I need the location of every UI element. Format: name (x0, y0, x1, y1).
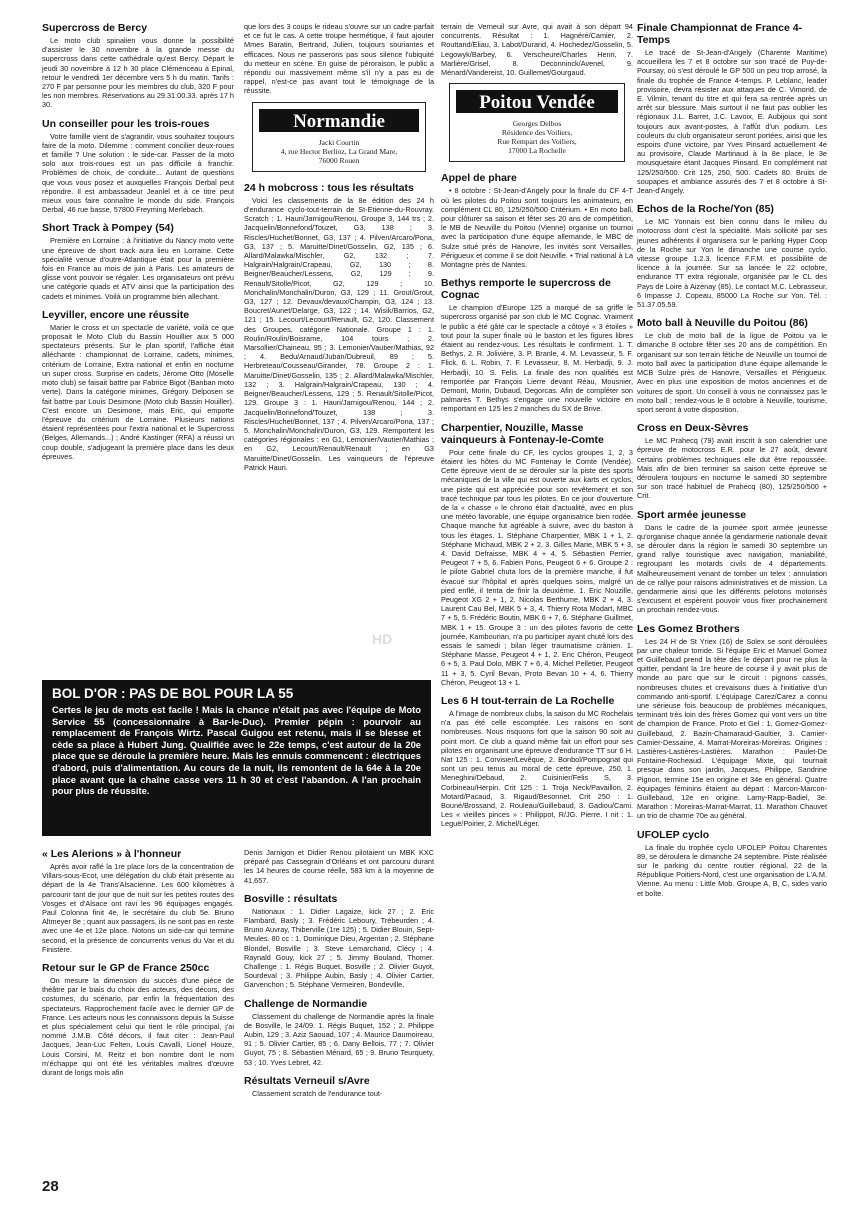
article-body: Voici les classements de la 8e édition des 24 h d'endurance cyclo-tout-terrain de St-Etienne-du-Rouvray. Scratch : 1. Hauri/Jarnigou/Renou, Groupe 3, 144 trs ; 2. Jacquelin/Bonnefond/Touzet, G3, 138 ; 3. Riscles/Huchet/Bonnet, G3, 137 ; 4. Pilven/Arcaro/Pona, G3, 137 ; 5. Maruitte/Dinet/Gosselin, G2, 135 ; 6. Allard/Malawka/Mischler, G2, 132 ; 7. Halgrain/Halgrain/Crapeau, G2, 130 ; 8. Beigner/Beaucher/Lessens, G2, 129 ; 9. Renault/Sitolle/Picot, G2, 129 ; 10. Monchalin/Monchalin/Duron, G3, 129 ; 11. Grout/Grout, G3, 127 ; 12. Devaux/devaux/Champin, G3, 124 ; 13. Boucret/Aunet/Delarge, G3, 122 ; 14. Wisik/Barrios, G2, 121 ; 15. Lecourt/Lecourt/Renault, G2, 120. Classement des Groupes, catégorie Nationale. Groupe 1 : 1. Roulin/Roulin/Boisrame, 104 tours ; 2. Marsollier/Chaineau, 95 ; 3. Lemonier/Vautier/Mathias, 92 ; 4. Bedu/Arnaud/Juban/Dubreuil, 89 ; 5. Herbreteau/Cousseau/Girander, 78. Groupe 2 : 1. Maruitte/Dinet/Gosselin, 135 ; 2. Allard/Malawka/Mischler, 132 ; 3. Halgrain/Halgrain/Crapeau, 130 ; 4. Beigner/Beaucher/Lessens, 129 ; 5. Renault/Sitolle/Picot, 129. Groupe 3 : 1. Hauri/Jarnigou/Renou, 144 ; 2. Jacquelin/Bonnefond/Touzet, 138 ; 3. Riscles/Huchet/Bonnet, 137 ; 4. Pilven/Arcaro/Pona, 137 ; 5. Monchalin/Monchalin/Duron, G3, 129. Remportent les catégories régionales : en G1, Lemonier/Vautier/Mathias ; en G2, Lecourt/Renault/Renault ; en G3 Maruitte/Dinet/Gosselin. Les vainqueurs de l'épreuve Patrick Hauri. (244, 195, 434, 472)
article (42, 962, 234, 1077)
article (42, 848, 234, 954)
region-address (450, 119, 624, 161)
article-title: Challenge de Normandie (244, 997, 368, 1010)
contact-street-2: Rue Rempart des Voiliers, (497, 137, 577, 147)
article-title: Résultats Verneuil s/Avre (244, 1074, 370, 1087)
article-body: Marier le cross et un spectacle de variété, voilà ce que proposait le Moto Club du Bassin Houillier aux 5 000 spectateurs présents. Sur le plan sportif, l'affiche était alléchante : championnat de Lorraine, cadets, minimes, critérium de Lorraine, Extra national et enfin en nocturne un super cross. Surprise en cadets, Jérome Otto (Moselle moto club) se faisait battre par Fabrice Bigot (Banban moto verte). Dans la catégorie minimes, Grégory Delposen se fait battre par Louis Desimone (Moto club Bassin Houiller). C'est encore un Desimone, mais Eric, qui emporte l'épreuve du critérium de Lorraine. Plusieurs nations étaient représentées pour l'extra national et le Supercross (Belges, Allemands...) ; André Kastinger (RFA) a réussi un coup double, s'adjugeant la première place dans les deux épreuves. (42, 322, 234, 461)
lower-column-1 (42, 848, 234, 1085)
article (441, 172, 633, 269)
region-title: Poitou Vendée (456, 90, 618, 113)
article-body: Votre famille vient de s'agrandir, vous souhaitez toujours faire de la moto. Dilemme : comment concilier deux-roues et famille ? Une solution : le side-car. Passer de la moto solo aux trois-roues est un pas difficile à franchir. Problèmes de choix, de conduite... Autant de questions que vous vous posez et auxquelles François Derbal peut répondre. Il est ambassadeur Jeanlel et à ce titre peut mieux vous faire connaître le monde du side. François Derbal, 46 rue basse, 57800 Freyming Merlebach. (42, 131, 234, 215)
column-2 (244, 22, 434, 480)
article-body: On mesure la dimension du succès d'une pièce de théâtre par le biais du choix des acteurs, des décors, des costumes, du scénario, par enfin la fréquentation des spectateurs. Rapprochement facile avec le dernier GP de France. Les acteurs nous les connaissons depuis la Suisse et plus spécialement celui qui tient le rôle principal, j'ai nommé J.M.B. Côté décors, il faut citer : Jean-Paul Jacques, Jean-Luc Felten, Louis Cavalli, Lionel Houze, Louis Corsini, M. Reitz et bon nombre dont le nom m'échappe qui ont été les véritables maîtres d'œuvre durant de longs mois afin (42, 976, 234, 1078)
region-box-poitou (449, 83, 625, 162)
contact-name: Jacki Courtin (318, 137, 360, 147)
article (637, 22, 827, 195)
article-title: Retour sur le GP de France 250cc (42, 962, 210, 975)
article-title: Appel de phare (441, 172, 517, 185)
article-continuation: terrain de Verneuil sur Avre, qui avait à son départ 94 concurrents. Résultat : 1. Hagnéré/Camier, 2. Routtand/Eliau, 3. Labot/Durand, 4. Hochedez/Gosselin, 5. Legowyk/Barbey, 6. Verscheure/Charles Henri, 7. Marlière/Grisel, 8. Deconninck/Avenel, 9. Ménard/Vandereist, 10. Guillemet/Gourgaud. (441, 22, 633, 78)
contact-city: 17000 La Rochelle (508, 146, 566, 156)
highlight-body: Certes le jeu de mots est facile ! Mais la chance n'était pas avec l'équipe de Moto Service 55 (concessionnaire à Bar-le-Duc). Premier pépin : pourvoir au remplacement de François Wirtz. Pascal Guigou est retenu, mais il se blesse et cède sa place à Hubert Jung. Qualifiée avec le 22e temps, c'est autour de la 20e place que se déroule la première heure. Mais les ennuis commencent : électriques d'abord, puis d'alimentation. Au cours de la nuit, ils remontent de la 64e à la 20e place avant que la chaîne casse vers 11 h 30 et c'est l'abandon. A l'an prochain pour plus de réussite. (52, 704, 421, 797)
article (244, 848, 434, 885)
article-body: A l'image de nombreux clubs, la saison du MC Rochelais n'a pas été celle escomptée. Les raisons en sont nombreuses. Nous risquons fort que la saison 90 soit au point mort. Ce club a quand même fait un effort pour ses pilotes en organisant une épreuve d'endurance TT sur 6 H. Nat 125 : 1. Corvisier/Levêque, 2. Bonbol/Pompognat qui sont un peu tenus au moral de cette épreuve, 250. 1. Meneghini/Debaud, 2. Cuisinier/Felis S, 3. Corbineau/Herpin. Crit 125 : 1. Troja Neck/Pavaillon, 2. Motard/Pacaud, 3. Rigaud/Besonnet. Crit 250 : 1. Bouné/Brossand, 2. Rouleau/Guillebaud, 3. Gadiou/Cami. Les « vieilles pinces » : Philippot, R/JG. Pierre. I nit : 1. Leguë/Poirier, 2. Michel/Léger. (441, 708, 633, 829)
article (637, 203, 827, 309)
article-title: Bethys remporte le supercross de Cognac (441, 277, 611, 302)
article-body: Classement scratch de l'endurance tout- (252, 1088, 383, 1098)
article (42, 22, 234, 110)
column-3 (441, 22, 633, 837)
article (637, 317, 827, 414)
lower-column-2 (244, 848, 434, 1106)
article-title: UFOLEP cyclo (637, 828, 710, 841)
article (441, 695, 633, 829)
article-body: La finale du trophée cyclo UFOLEP Poitou Charentes 89, se déroulera le dimanche 24 septembre. Piste réalisée sur le parking du centre routier régional, 22 de la République Poitiers-Nord, c'est une organisation de L'A.M. Vienne. Au menu : Little Mob. Groupe A, B, C, sides vario et boîte. (637, 842, 827, 898)
article (637, 623, 827, 821)
article-body: Nationaux : 1. Didier Lagaize, kick 27 ; 2. Eric Flambard, Basly ; 3. Frédéric Leboury, Trébeurden ; 4. Bruno Auvray, Thiberville (1re 125) ; 5. Didier Blouin, Sept-Meules. 80 cc : 1. Dominique Dieu, Argentan ; 2. Stéphane Blondel, Bosville ; 3. Steve Lemarchand, Clécy ; 4. Raynald Gouy, kick 27 ; 5. Jimmy Bouland, Thomer. Challenge : 1. Régis Buquet, Bosville ; 2. Olivier Guyot, Sourdeval ; 3. Philippe Aubin, Basly ; 4. Olivier Cartier, Garvenchon ; 5. Stéphane Vermeiren, Bondeville. (244, 906, 434, 990)
article-title: Moto ball à Neuville du Poitou (86) (637, 317, 808, 330)
article (244, 998, 434, 1067)
article (441, 422, 633, 687)
article (244, 182, 434, 472)
article-body: Les 24 H de St Yriex (16) de Solex se sont déroulées par une chaleur torride. Si l'équipe Eric et Manuel Gomez et Guillebaud prend la tête dès le départ pour ne plus la quitter, pendant la 1re heure de course il y avait plus de monde au parc que sur le circuit : pignons cassés, nombreuses chutes et crevaisons dues à l'initiative d'un commando anti-sportif. L'équipage Carez/Carez a connu une sérieuse fois beaucoup de problèmes mécaniques, terminant très loin des frères Gomez qui vont vers un titre de champion de France. Proto et Gel : 1. Gomez-Gomez-Guillebaud, 2. Bazin-Chamaraud-Gaultier, 3. Camier-Camier-Dessaine, 4. Marrat-Moreiras-Moreiras. Origines : Lastières-Lastières-Lastières. Marathon : Paulet-De Fontaine-Rocheaud. L'équipage Mixte, qui tournait presque dans son jardin, Jacques, Philippe, Sandrine Pignon, termine 15e en origine et 34e en général. Quatre équipages féminins étaient au départ : Marcon-Marcon-Guillebaud, 12e en origine. Lamy-Rapp-Badiel, 3e. Marathon : Moreiras-Marrat-Marrat, 11. Marathon Chauvet un trio de charme 70e au général. (637, 636, 827, 821)
article-title: Finale Championnat de France 4-Temps (637, 22, 803, 46)
article-body: Classement du challenge de Normandie après la finale de Bosville, le 24/09. 1. Régis Buquet, 152 ; 2. Philippe Aubin, 129 ; 3. Aziz Saouad, 107 ; 4. Maurice Daumoireau, 91 ; 5. Olivier Cartier, 85 ; 6. Dany Bellois, 77 ; 7. Olivier Guyot, 75 ; 8. Sébastien Ménard, 65 ; 9. Bruno Teurquety, 53 ; 10. Yves Lebret, 42. (244, 1011, 434, 1067)
article (637, 829, 827, 898)
article-body: Denis Jarnigon et Didier Renou pilotaient un MBK KXC préparé pas Cassegrain d'Orléans et ont parcouru durant les 14 heures de course réelle, 583 km à la moyenne de 41,657. (244, 848, 434, 885)
article-title: Un conseiller pour les trois-roues (42, 117, 210, 130)
article-title: Cross en Deux-Sèvres (637, 422, 749, 435)
article (441, 277, 633, 413)
contact-city: 76000 Rouen (318, 155, 360, 165)
page-number: 28 (42, 1178, 59, 1195)
article-title: Short Track à Pompey (54) (42, 222, 174, 235)
article (42, 309, 234, 461)
article-body: Première en Lorraine : à l'initiative du Nancy moto verte une épreuve de short track aura lieu en Lorraine. Cette spécialité venue d'outre-Atlantique était pour la première fois en France au mois de juin à Paris. Les amateurs de glisse vont pouvoir se régaler. Les organisateurs ont prévu une catégorie quads et ATV ainsi que la participation des cadets et minimes. Voilà un programme bien allechant. (42, 236, 234, 301)
article-title: Charpentier, Nouzille, Masse vainqueurs à Fontenay-le-Comte (441, 421, 604, 446)
article-title: Les 6 H tout-terrain de La Rochelle (441, 694, 615, 707)
highlight-title: BOL D'OR : PAS DE BOL POUR LA 55 (52, 686, 294, 701)
article-title: Leyviller, encore une réussite (42, 308, 190, 321)
column-1 (42, 22, 234, 469)
highlight-box-bol-dor (42, 680, 431, 836)
article-body: Le MC Prahecq (79) avait inscrit à son calendrier une épreuve de motocross E.R. pour le 27 août, devant certains problèmes techniques elle dut être repoussée. Mais afin de bien terminer sa saison cette épreuve se déroulera toujours en nocturne le samedi 30 septembre sur son tracé habituel de Prahecq (80), 125/250/500 + Crit. (637, 436, 827, 501)
article (244, 893, 434, 990)
article-title: 24 h mobcross : tous les résultats (244, 181, 414, 194)
article-title: « Les Alerions » à l'honneur (42, 848, 182, 860)
article-body: Pour cette finale du CF, les cyclos groupes 1, 2, 3 étaient les hôtes du MC Fontenay le Comte (Vendée). Cette épreuve vient de se dérouler sur la piste des sports mécaniques de la ville qui est ouverte aux karts et cyclos, une piste qui est appréciée pour son revêtement et son tracé technique par tous les pilotes. En ce jour d'ouverture de la « chasse » le chrono était d'actualité, avec en plus une météo favorable, une équipe organisatrice bien rodée. Chaque manche fut agréable à suivre, avec du baston à tous les étages. 1. Stéphane Charpentier, MBK 1 + 1, 2. Stéphane Michaud, MBK 2 + 2, 3. Gilles Marie, MBK 5 + 3, 4. David Defraisse, MBK 4 + 4, 5. Sébastien Perrier, Peugeot 7 + 5, 6. Fabien Pons, Peugeot 6 + 6. Groupe 2 : le pilote Gabriel chuta lors de la première manche, il fut évacué sur l'hôpital et après quelques soins, malgré un pied enflé, il tenta de finir la deuxième. 1. Eric Nouzille, Peugeot XG 2 + 1, 2. Nicolas Berthume, MBK 2 + 4, 3. Laurent Cau Bel, MBK 5 + 3, 4. Thierry Rota Modart, MBC 7 + 5, 5. Frédéric Boutin, MBK 6 + 7, 6. Stéphane Guillmet, MBK 1 + 15. Groupe 3 : un des pilotes favoris de cette journée, Kambourian, n'a pu participer ayant chuté lors des essais le samedi ; bilan léger traumatisme crânien. 1. Stéphane Masse, Peugeot 4 + 1, 2. Eric Chéron, Peugeot 6 + 5, 3. Paul Dolo, MBK 7 + 6, 4. Michel Pelletier, Peugeot 11 + 3, 5. Cyril Bevan, Proto Bevan 10 + 4, 6. Thierry Chéron, Peugeot 13 + 1. (441, 447, 633, 687)
article-title: Supercross de Bercy (42, 22, 148, 34)
article-body: Le MC Yonnais est bien connu dans le milieu du motocross dont c'est la spécialité. Mais sollicité par ses jeunes adhérents il organisera sur le parking Hyper Coop de la Roche sur Yon le dimanche une course cyclo, vitesse groupe 1.2.3. licence F.F.M. et possibilité de licence à la journée. Sur sa lancée le 22 octobre, endurance TT extra régionale, organisée par le CL des Pays de Loire à Aizenay (85). Le contact M.C. Lebrasseur, 6 Impasse J. Copeau, 85000 La Roche sur Yon. Tél. : 51.37.05.59. (637, 217, 827, 310)
article-continuation: que lors des 3 coups le rideau s'ouvre sur un cadre parfait et ce fut le cas. A cette troupe hermétique, il faut ajouter Mmes Baratin, Bertrand, Julien, toujours souriantes et efficaces. Nous ne passerons pas sous silence l'ubiquité du metteur en scène. En guise de péroraison, le public a répondu oui massivement même s'il n'y a pas eu de rappel, n'est-ce pas avant tout le témoignage de la réussite. (244, 22, 434, 96)
article-body: • 8 octobre : St-Jean-d'Angely pour la finale du CF 4-T où les pilotes du Poitou sont toujours les animateurs, en complément CL 80, 125/250/500 Critérium. • En moto ball, pour clôturer sa saison et fêter ses 20 ans de compétition, le MB de Neuville du Poitou (Vienne) organise un tournoi avec la participation d'une équipe allemande, le MBC de Sulze situé près de Hanovre, les invités sont Versailles, Périgueux et comme il se doit Neuville. • Trial national à La Montagne près de Nantes. (441, 186, 633, 270)
watermark: HD (372, 631, 393, 647)
article (42, 118, 234, 215)
article-body: Le champion d'Europe 125 a marqué de sa griffe le supercross organisé par son club le MC Cognac. Vraiment le public a été gâté car le spectacle a côtoyé « 3 étoiles » tout pour la super finale où le baston et les figures libres étaient au rendez-vous. Les résultats le confirment. 1. T. Bethys, 2. R. Jolivière, 3. P. Branle, 4. M. Levasseur, 5. F. Flick, 6. L. Robin, 7. F. Levasseur, 8. M. Herbadji, 9. J. Herbadji, 10. S. Felis. La finale des non qualifiés est remportée par François Lierre devant Réau, Mousnier, Demont, Morin, Dubaud, Degorcas. Afin de compléter son palmarès T. Bethys s'engage une nouvelle victoire en remportant en 125 les 2 manches du SX de Brive. (441, 303, 633, 414)
column-4 (637, 22, 827, 906)
article (637, 422, 827, 500)
contact-name: Georges Delbos (512, 119, 562, 129)
region-address (253, 138, 425, 171)
article-title: Les Gomez Brothers (637, 622, 740, 635)
contact-street: 4, rue Hector Berlioz, La Grand Mare, (280, 146, 398, 156)
article (42, 222, 234, 300)
contact-street: Résidence des Voiliers, (501, 128, 573, 138)
article-body: Le moto club spinalien vous donne la possibilité d'assister le 30 novembre à la grande messe du supercross dans cette cathédrale qu'est Bercy. Départ le jeudi 30 novembre à 12 h 30 place Clémenceau à Epinal, retour le vendredi 1er décembre vers 5 h du matin. Tarifs : 270 F par personne pour les membres du club, 320 F pour les non membres. Réservations au 29.31.00.33. après 17 h 30. (42, 36, 234, 110)
article (244, 1075, 434, 1098)
article-title: Echos de la Roche/Yon (85) (637, 203, 774, 216)
article-body: Dans le cadre de la journée sport armée jeunesse qu'organise chaque année la gendarmerie nationale devait se dérouler dans la région le samedi 30 septembre un grand rallye touristique avec navigation, maniabilité, regroupant les motards civils de 4 départements. Malheureusement venant de tomber un telex : annulation de ce rallye pour raisons administratives et de mission. La gendarmerie ainsi que les différents pelotons motorisés s'excusent et espèrent pouvoir vous fixer prochainement un prochain rendez-vous. (637, 522, 827, 615)
article-title: Bosville : résultats (244, 892, 338, 905)
article-body: Le tracé de St-Jean-d'Angely (Charente Maritime) accueillera les 7 et 8 octobre sur son tracé de Puy-de-Poursay, où s'est déroulé le GP 500 un peu trop arrosé, la finale du trophée de France 4-temps. P. Leblanc, leader provisoire, devra résister aux attaques de C. Vimond, de E. Vilmin, tenant du titre et qui fera sa rentrée après un arrêt sur blessure. Mais surtout il ne faut pas oublier les régionaux J.L. Barret, J.C. Lavoix, E. Aubijoux qui sont toujours aux avant-postes, à l'affût d'un podium. Les couleurs du club organisateur seront portées, ainsi que les espoirs d'une victoire, par Yves Pinsard actuellement 4e au provisoire, Claude Martinaud à la 8e place, le 3e mousquetaire étant Jacques Pinsard. En complément nat 125/250/500. Crit 125, 250, 500. Cadets 80. Bruits de soupapes et ambiance assurés des 7 et 8 octobre à St-Jean-d'Angely. (637, 48, 827, 196)
article-title: Sport armée jeunesse (637, 508, 747, 521)
article-body: Après avoir raflé la 1re place lors de la concentration de Villars-sous-Ecot, une délégation du club était présente au départ de la 4e Trans'Alsacienne. Les 600 kilomètres à parcourir tant de jour que de nuit sur les petites routes des Vosges et d'Alsace ont ravi les 96 équipages engagés. Paul Colonna finit 4e, le secrétaire du club 5e. Bruno Altmeyer 8e ; quant aux passagers, ils ne sont pas en reste avec une 4e et 12e place. Notons un side-car qui termine second, et la présence de concurrents venus du Var et du Finistère. (42, 862, 234, 954)
region-title: Normandie (259, 109, 419, 132)
article (637, 509, 827, 615)
region-box-normandie (252, 102, 426, 172)
article-body: Le club de moto ball de la ligue de Poitou va le dimanche 8 octobre fêter ses 20 ans de compétition. En organisant sur son terrain fétiche de Neuville un tournoi de moto ball avec la participation d'une équipe allemande le MCB Sulze près de Hanovre, Versailles et Périgueux. Avec en plus une exposition de motos anciennes et de voitures de sport. Un conseil à vous ne connaissez pas le moto ball ; rendez-vous le 8 octobre à Neuville, tourisme, sport seront à votre disposition. (637, 331, 827, 414)
